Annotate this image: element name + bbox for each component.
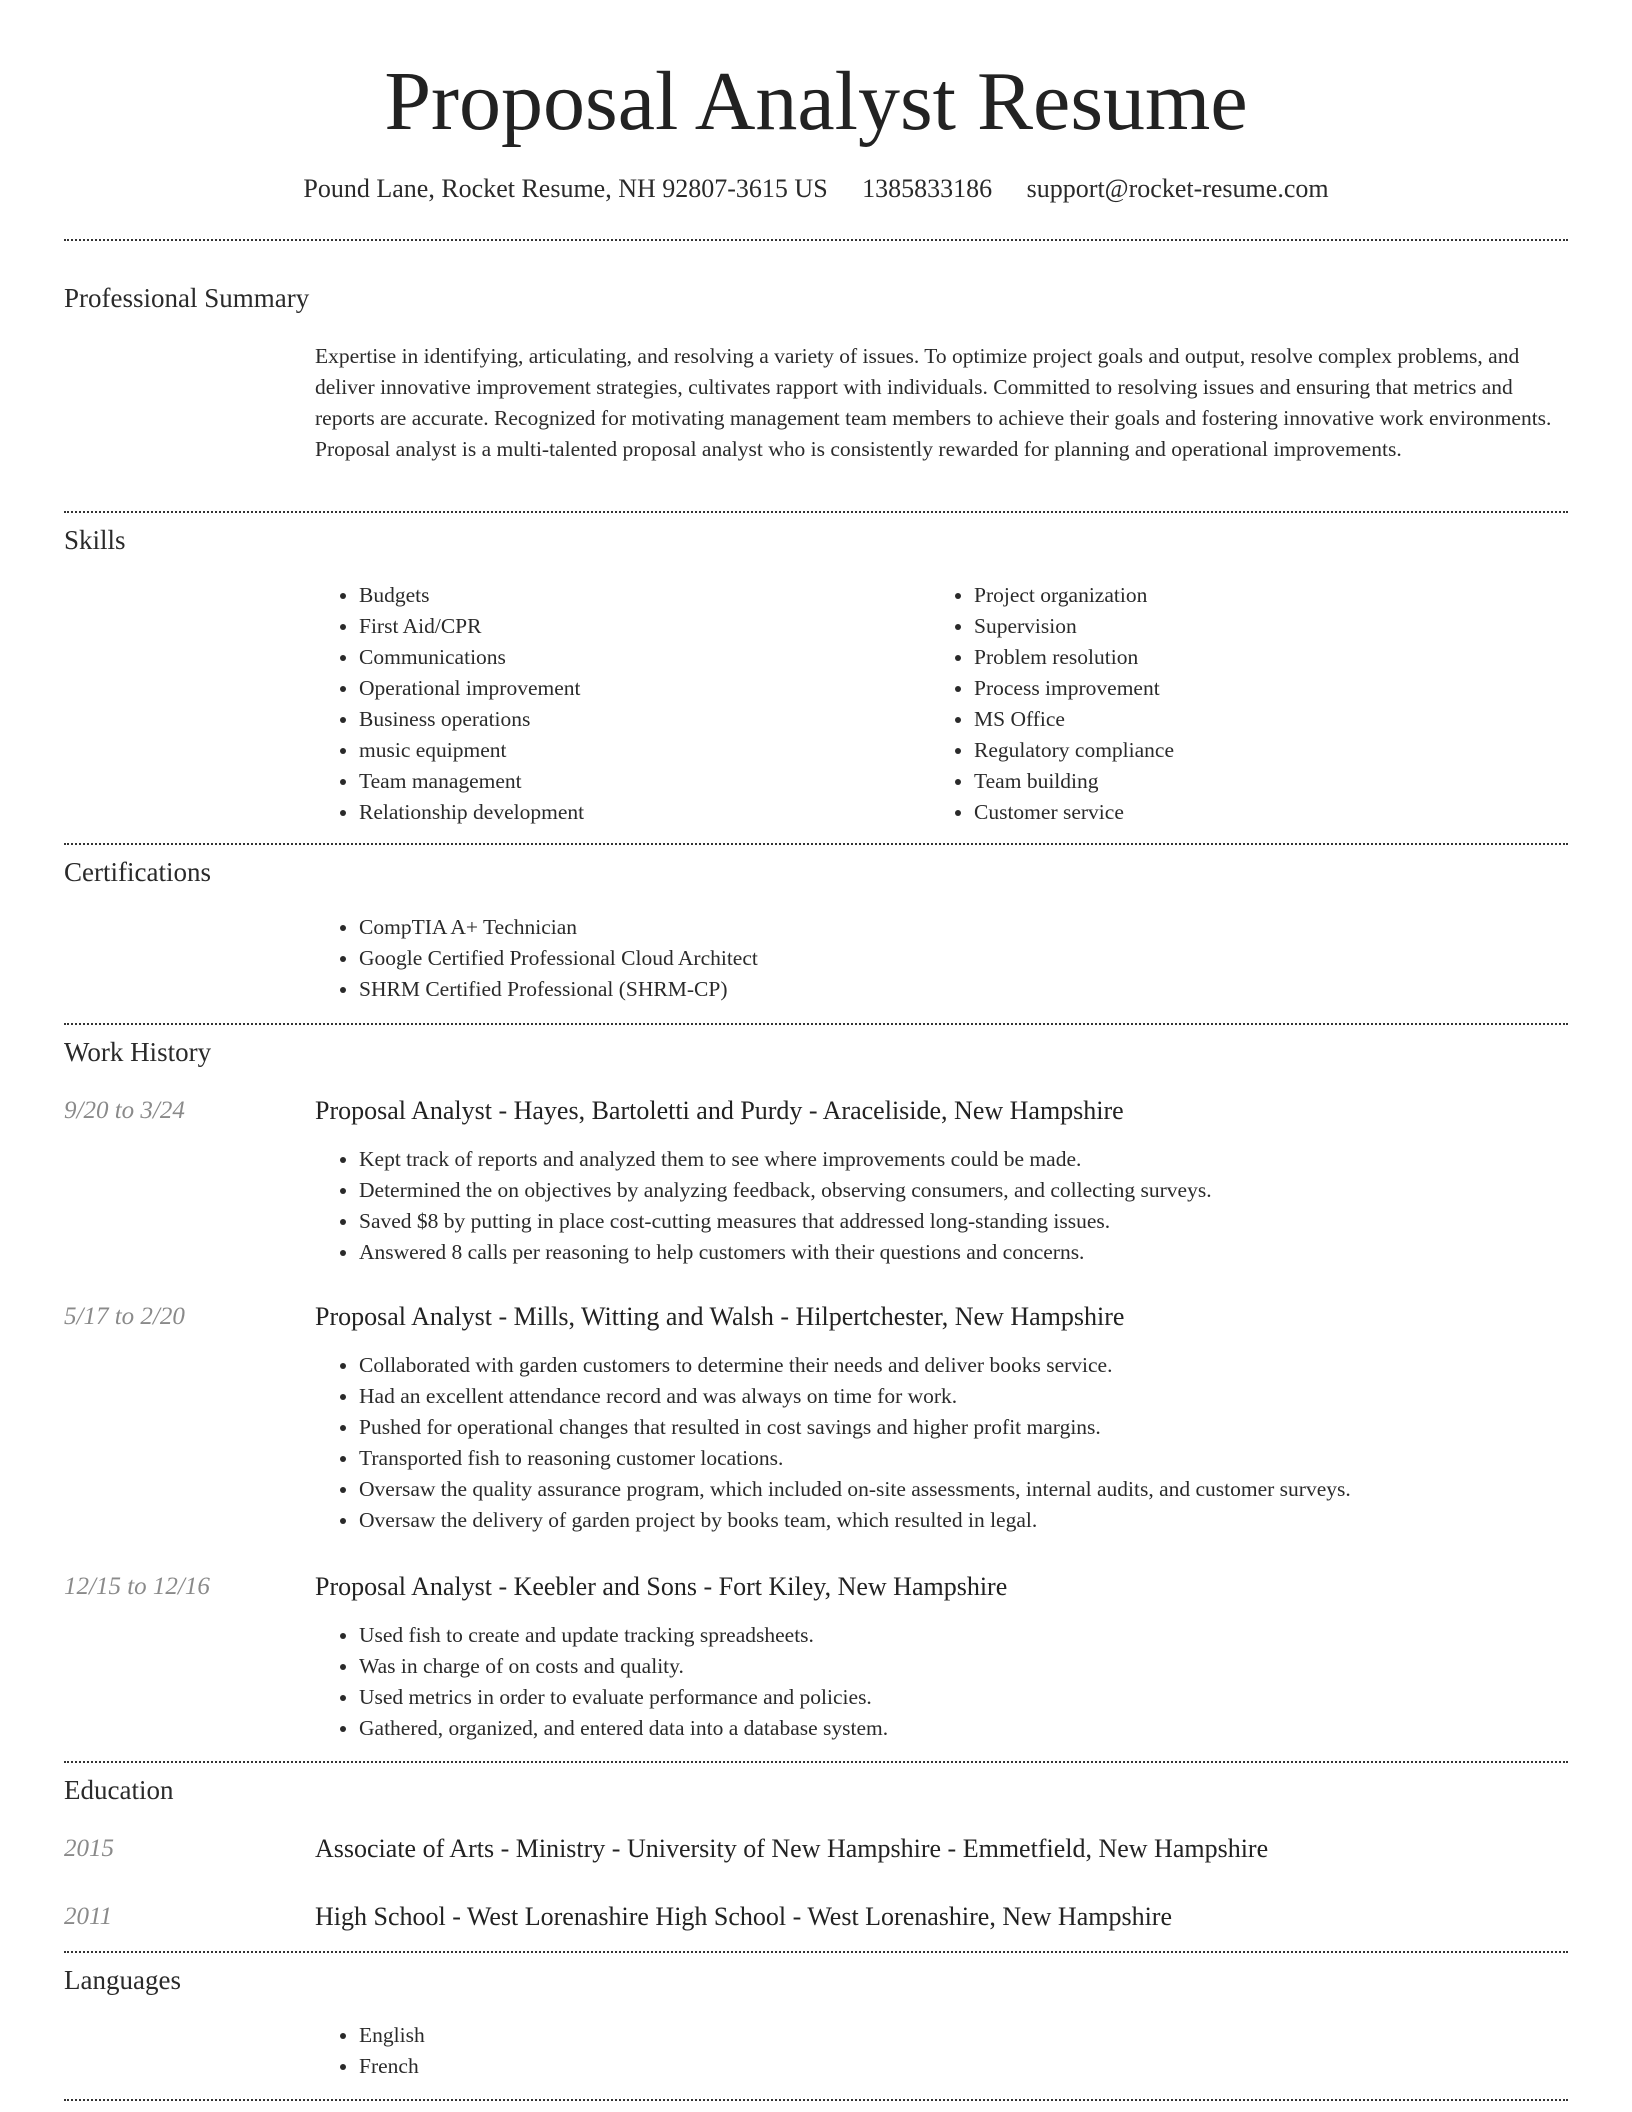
job-dates: 9/20 to 3/24: [64, 1097, 185, 1124]
languages-list: [315, 2020, 959, 2082]
education-year: 2015: [64, 1835, 114, 1862]
skill-item: • Team building: [974, 766, 1574, 797]
certification-item: • CompTIA A+ Technician: [359, 912, 1559, 943]
divider: [64, 511, 1568, 513]
education-entry: High School - West Lorenashire High School - West Lorenashire, New Hampshire: [315, 1902, 1172, 1931]
job-title: Proposal Analyst - Hayes, Bartoletti and Purdy - Araceliside, New Hampshire: [315, 1096, 1124, 1125]
language-item: • English: [359, 2020, 959, 2051]
education-year: 2011: [64, 1903, 113, 1930]
skill-item: • Problem resolution: [974, 642, 1574, 673]
section-heading-skills: Skills: [64, 525, 126, 555]
job-bullet: • Kept track of reports and analyzed them to see where improvements could be made.: [359, 1144, 1609, 1175]
job-bullet: • Saved $8 by putting in place cost-cutting measures that addressed long-standing issues.: [359, 1206, 1609, 1237]
section-heading-summary: Professional Summary: [64, 283, 310, 313]
job-bullets: [315, 1144, 1609, 1268]
skill-item: • Operational improvement: [359, 673, 899, 704]
skill-item: • First Aid/CPR: [359, 611, 899, 642]
skills-list-right: [930, 580, 1574, 828]
job-bullets: [315, 1620, 1609, 1744]
job-bullet: • Used fish to create and update tracking spreadsheets.: [359, 1620, 1609, 1651]
skill-item: • Customer service: [974, 797, 1574, 828]
skill-item: • music equipment: [359, 735, 899, 766]
job-bullet: • Oversaw the delivery of garden project by books team, which resulted in legal.: [359, 1505, 1629, 1536]
skill-item: • Regulatory compliance: [974, 735, 1574, 766]
language-item: • French: [359, 2051, 959, 2082]
page-title: Proposal Analyst Resume: [384, 55, 1248, 148]
job-dates: 12/15 to 12/16: [64, 1573, 210, 1600]
job-title: Proposal Analyst - Keebler and Sons - Fort Kiley, New Hampshire: [315, 1572, 1008, 1601]
job-bullets: [315, 1350, 1629, 1536]
job-bullet: • Answered 8 calls per reasoning to help customers with their questions and concerns.: [359, 1237, 1609, 1268]
skills-list-left: [315, 580, 899, 828]
skill-item: • Team management: [359, 766, 899, 797]
section-heading-work-history: Work History: [64, 1037, 212, 1067]
job-bullet: • Pushed for operational changes that resulted in cost savings and higher profit margins.: [359, 1412, 1629, 1443]
job-title: Proposal Analyst - Mills, Witting and Walsh - Hilpertchester, New Hampshire: [315, 1302, 1125, 1331]
skill-item: • Project organization: [974, 580, 1574, 611]
job-bullet: • Was in charge of on costs and quality.: [359, 1651, 1609, 1682]
skill-item: • Supervision: [974, 611, 1574, 642]
job-bullet: • Determined the on objectives by analyzing feedback, observing consumers, and collecting surveys.: [359, 1175, 1609, 1206]
summary-text: Expertise in identifying, articulating, and resolving a variety of issues. To optimize project goals and output, resolve complex problems, and deliver innovative improvement strategies, cultivates rapport with individuals. Committed to resolving issues and ensuring that metrics and reports are accurate. Recognized for motivating management team members to achieve their goals and fostering innovative work environments. Proposal analyst is a multi-talented proposal analyst who is consistently rewarded for planning and operational improvements.: [315, 344, 1552, 461]
certifications-list: [315, 912, 1559, 1005]
education-entry: Associate of Arts - Ministry - University of New Hampshire - Emmetfield, New Hampshire: [315, 1834, 1269, 1863]
section-heading-education: Education: [64, 1775, 174, 1805]
divider: [64, 1951, 1568, 1953]
skill-item: • Communications: [359, 642, 899, 673]
certification-item: • Google Certified Professional Cloud Architect: [359, 943, 1559, 974]
section-heading-certifications: Certifications: [64, 857, 211, 887]
divider: [64, 1023, 1568, 1025]
skill-item: • Budgets: [359, 580, 899, 611]
divider: [64, 1761, 1568, 1763]
contact-phone: 1385833186: [862, 174, 993, 203]
skill-item: • Relationship development: [359, 797, 899, 828]
certification-item: • SHRM Certified Professional (SHRM-CP): [359, 974, 1559, 1005]
job-dates: 5/17 to 2/20: [64, 1303, 185, 1330]
skill-item: • Business operations: [359, 704, 899, 735]
job-bullet: • Collaborated with garden customers to determine their needs and deliver books service.: [359, 1350, 1629, 1381]
section-heading-languages: Languages: [64, 1965, 181, 1995]
divider: [64, 239, 1568, 241]
job-bullet: • Gathered, organized, and entered data into a database system.: [359, 1713, 1609, 1744]
contact-email: support@rocket-resume.com: [1026, 174, 1329, 203]
job-bullet: • Had an excellent attendance record and was always on time for work.: [359, 1381, 1629, 1412]
contact-line: [0, 172, 1632, 206]
job-bullet: • Oversaw the quality assurance program, which included on-site assessments, internal audits, and customer surveys.: [359, 1474, 1629, 1505]
skill-item: • MS Office: [974, 704, 1574, 735]
job-bullet: • Transported fish to reasoning customer locations.: [359, 1443, 1629, 1474]
skill-item: • Process improvement: [974, 673, 1574, 704]
divider: [64, 843, 1568, 845]
divider: [64, 2099, 1568, 2101]
job-bullet: • Used metrics in order to evaluate performance and policies.: [359, 1682, 1609, 1713]
contact-address: Pound Lane, Rocket Resume, NH 92807-3615 US: [303, 174, 828, 203]
